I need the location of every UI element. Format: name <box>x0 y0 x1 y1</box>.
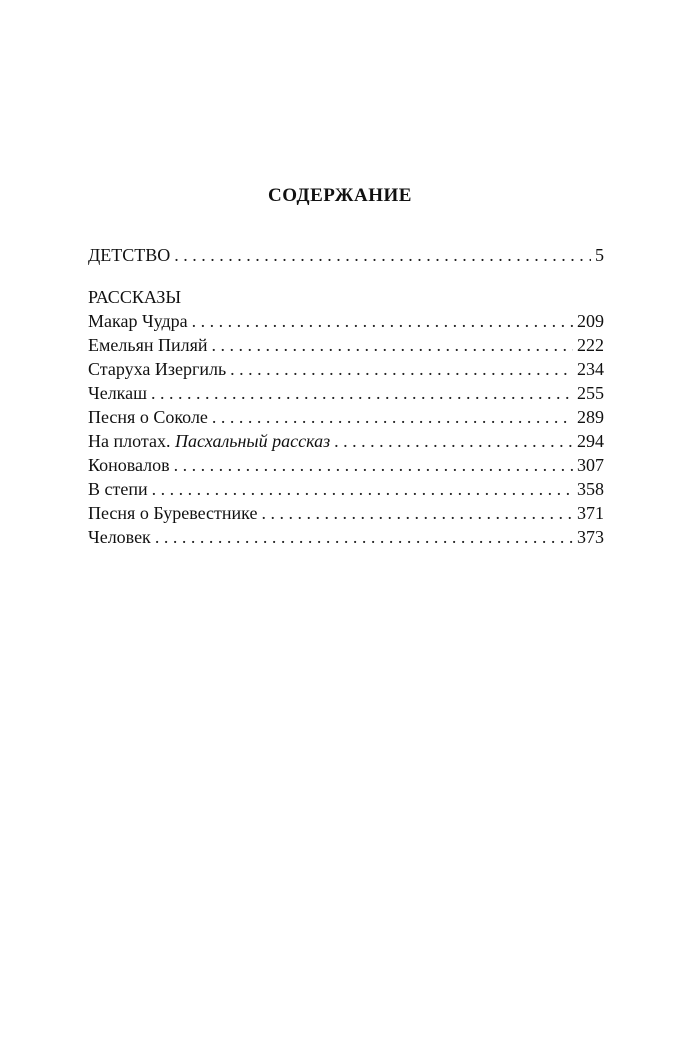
toc-entry-title: ДЕТСТВО <box>88 245 171 265</box>
toc-entry[interactable] <box>88 501 604 525</box>
toc-section-childhood <box>88 243 604 267</box>
section-heading: РАССКАЗЫ <box>88 287 182 307</box>
dot-leader <box>155 525 573 549</box>
toc-entry-page: 289 <box>577 407 604 427</box>
toc-entry-subtitle: Пасхальный рассказ <box>174 431 331 451</box>
page-title: СОДЕРЖАНИЕ <box>268 185 412 206</box>
toc-entry[interactable] <box>88 381 604 405</box>
dot-leader <box>151 381 573 405</box>
toc-entry[interactable] <box>88 333 604 357</box>
dot-leader <box>192 309 573 333</box>
toc-entry-page: 5 <box>595 245 604 265</box>
toc-entry[interactable] <box>88 429 604 453</box>
toc-entry-page: 373 <box>577 527 604 547</box>
toc-entry-page: 358 <box>577 479 604 499</box>
dot-leader <box>212 405 573 429</box>
toc-entry-page: 222 <box>577 335 604 355</box>
toc-entry-title: Макар Чудра <box>88 311 188 331</box>
toc-entry-title: На плотах. <box>88 431 171 451</box>
toc-entry[interactable] <box>88 243 604 267</box>
toc-entry[interactable] <box>88 405 604 429</box>
toc-entry-page: 209 <box>577 311 604 331</box>
dot-leader <box>212 333 573 357</box>
toc-entry-page: 234 <box>577 359 604 379</box>
toc-entry[interactable] <box>88 525 604 549</box>
toc-entry-page: 371 <box>577 503 604 523</box>
toc-entry-title: Коновалов <box>88 455 170 475</box>
toc-entry-title: Человек <box>88 527 151 547</box>
dot-leader <box>230 357 573 381</box>
toc-entry-title: Песня о Соколе <box>88 407 208 427</box>
toc-entry-title: Челкаш <box>88 383 147 403</box>
toc-entry-page: 294 <box>577 431 604 451</box>
toc-entry[interactable] <box>88 453 604 477</box>
toc-entry-title: В степи <box>88 479 148 499</box>
dot-leader <box>174 243 591 267</box>
dot-leader <box>261 501 573 525</box>
dot-leader <box>174 453 573 477</box>
toc-entry[interactable] <box>88 477 604 501</box>
toc-entry-page: 307 <box>577 455 604 475</box>
dot-leader <box>152 477 573 501</box>
toc-entry-title: Емельян Пиляй <box>88 335 208 355</box>
toc-entry-page: 255 <box>577 383 604 403</box>
dot-leader <box>334 429 573 453</box>
toc-entry[interactable] <box>88 309 604 333</box>
toc-entry[interactable] <box>88 357 604 381</box>
toc-entry-title: Песня о Буревестнике <box>88 503 258 523</box>
toc-entry-title: Старуха Изергиль <box>88 359 227 379</box>
toc-section-stories <box>88 285 604 549</box>
